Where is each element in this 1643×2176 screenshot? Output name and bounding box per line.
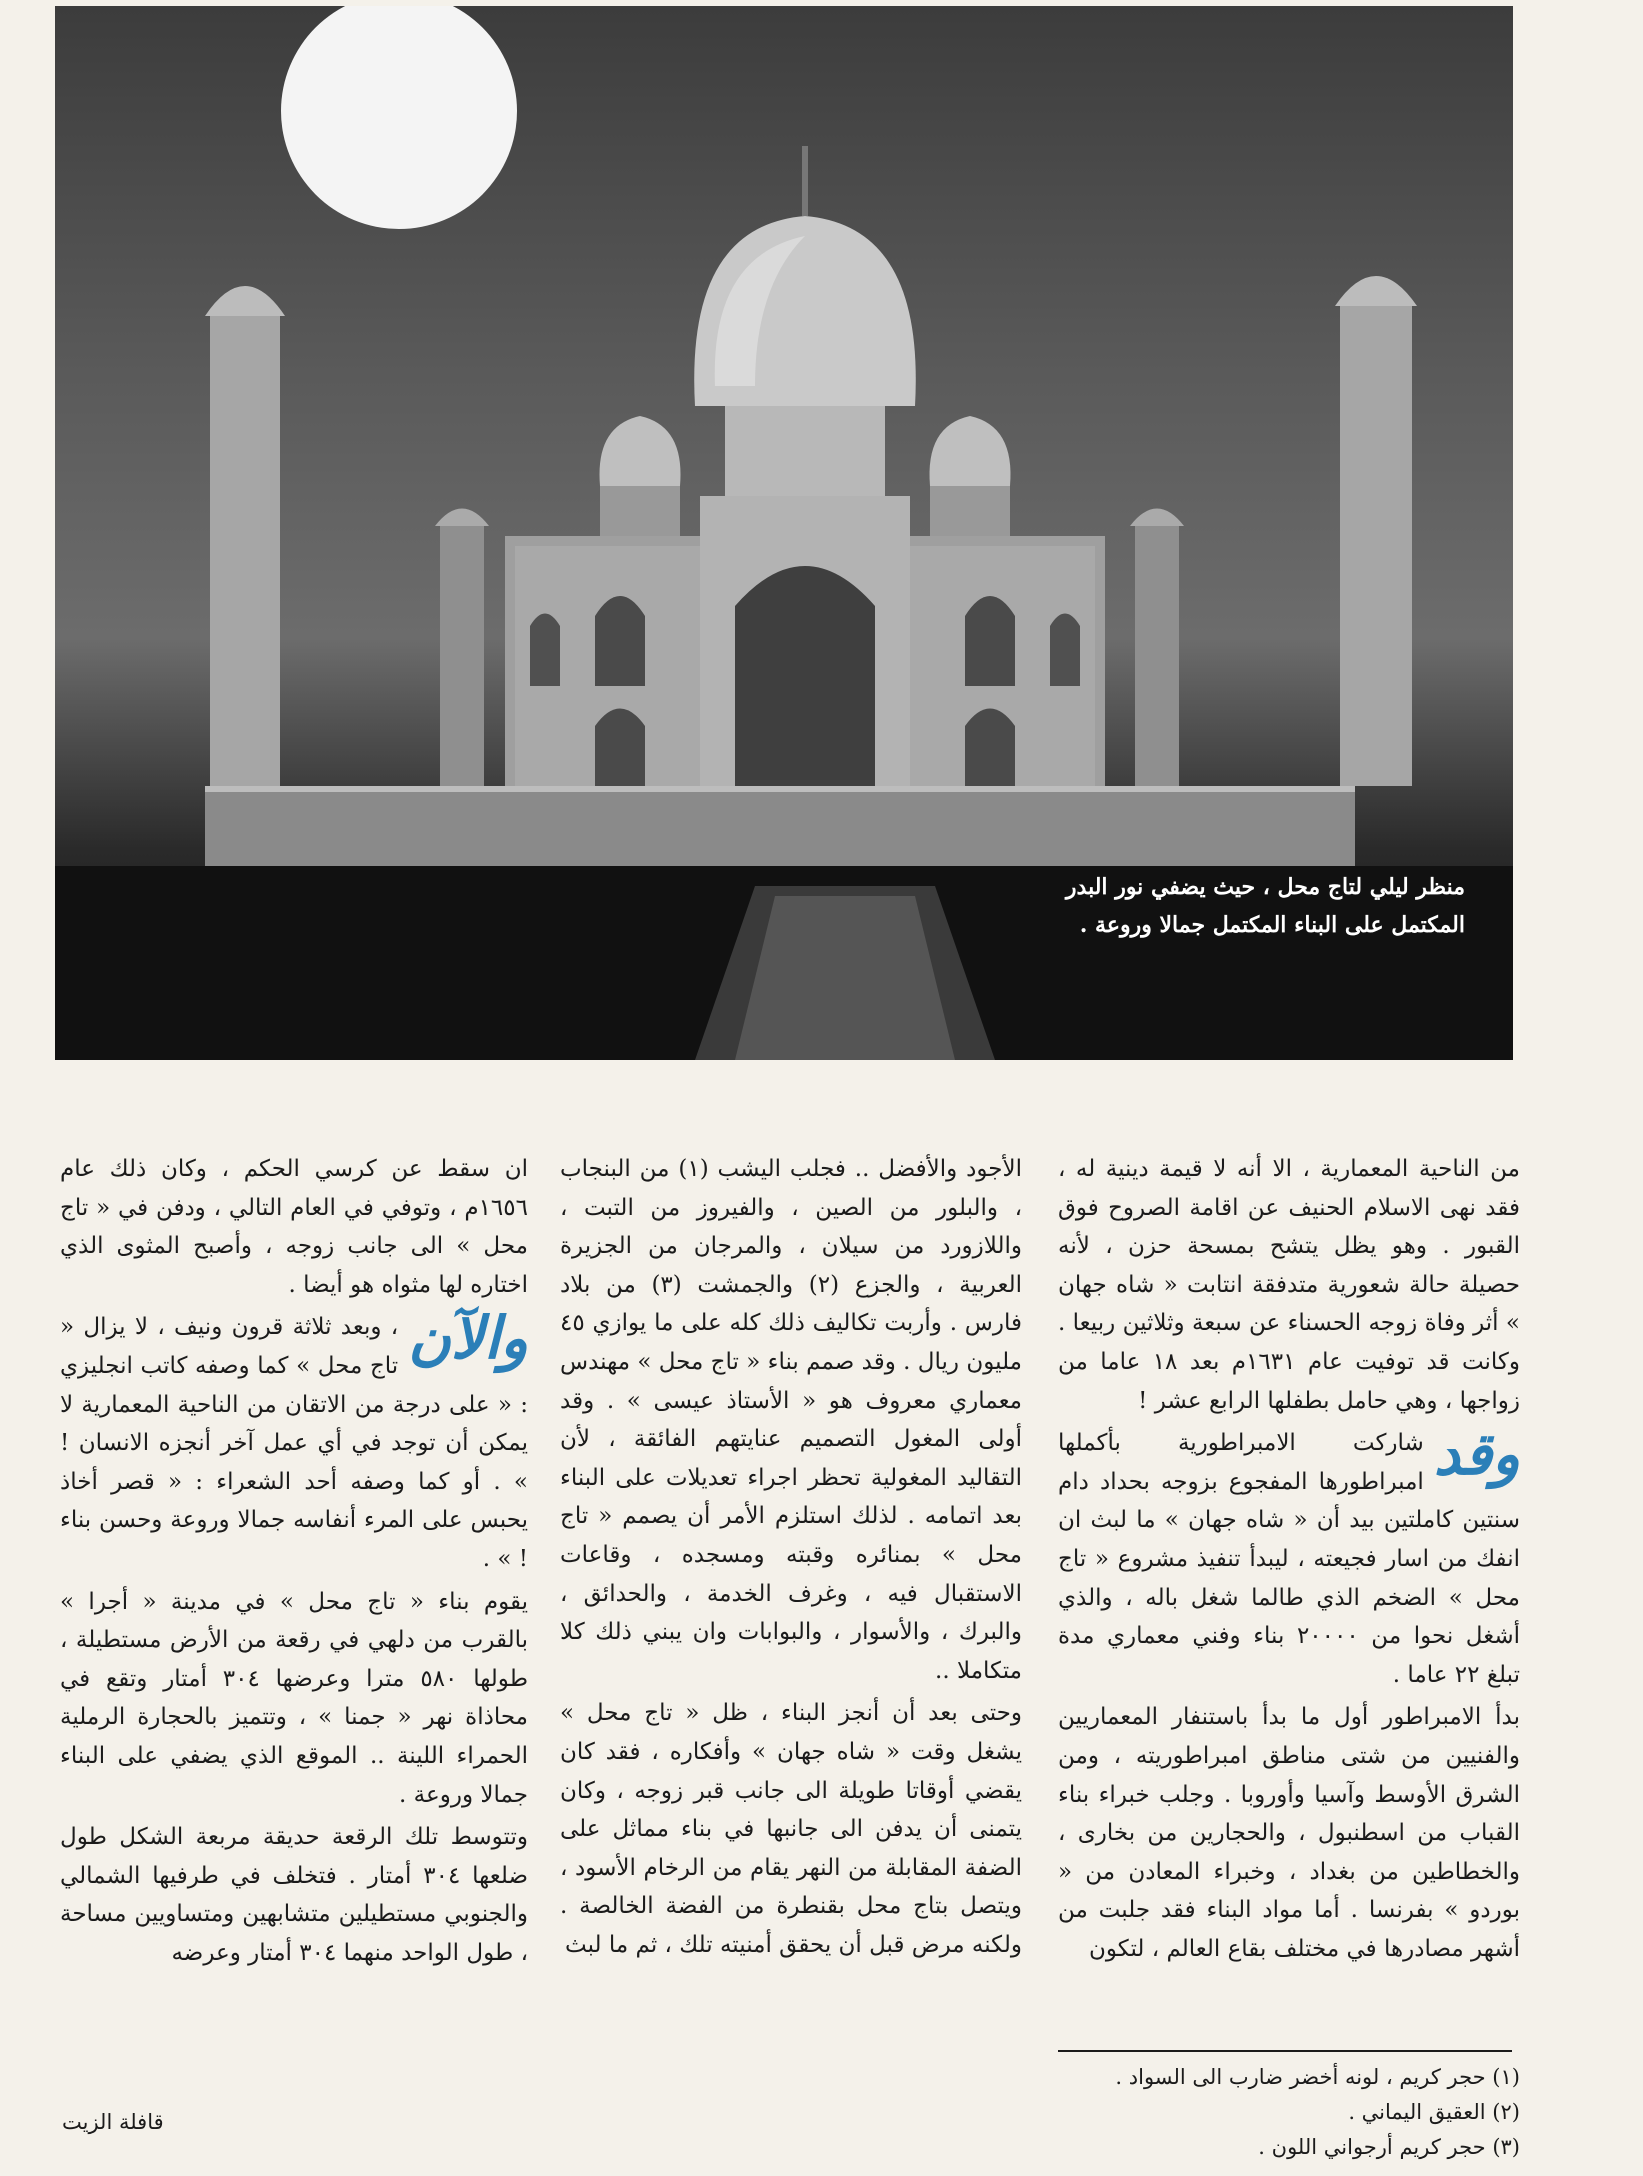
paragraph: وتتوسط تلك الرقعة حديقة مربعة الشكل طول ضلعها ٣٠٤ أمتار . فتخلف في طرفيها الشمالي والجنوبي مستطيلين متشابهين ومتساويين مساحة ، طول الواحد منهما ٣٠٤ أمتار وعرضه: [60, 1824, 528, 1966]
column-middle: [560, 1150, 1022, 1968]
footnote-divider: [1058, 2050, 1512, 2052]
footnote-1: (١) حجر كريم ، لونه أخضر ضارب الى السواد .: [1115, 2065, 1520, 2089]
photo-caption: [945, 868, 1465, 944]
footnote-2: (٢) العقيق اليماني .: [1348, 2100, 1520, 2124]
magazine-name: قافلة الزيت: [62, 2110, 164, 2134]
column-right: [1058, 1150, 1520, 1972]
paragraph-with-dropcap: [1058, 1420, 1520, 1694]
paragraph: بدأ الامبراطور أول ما بدأ باستنفار المعماريين والفنيين من شتى مناطق امبراطوريته ، ومن الشرق الأوسط وآسيا وأوروبا . وجلب خبراء بناء القباب من اسطنبول ، والحجارين من بخارى ، والخطاطين من بغداد ، وخبراء المعادن من « بوردو » بفرنسا . أما مواد البناء فقد جلبت من أشهر مصادرها في مختلف بقاع العالم ، لتكون: [1058, 1704, 1520, 1962]
footnote-3: (٣) حجر كريم أرجواني اللون .: [1258, 2135, 1520, 2159]
moon: [281, 6, 517, 229]
paragraph: وحتى بعد أن أنجز البناء ، ظل « تاج محل » يشغل وقت « شاه جهان » وأفكاره ، فقد كان يقضي أوقاتا طويلة الى جانب قبر زوجه ، وكان يتمنى أن يدفن الى جانبها في بناء مماثل على الضفة المقابلة من النهر يقام من الرخام الأسود ، ويتصل بتاج محل بقنطرة من الفضة الخالصة . ولكنه مرض قبل أن يحقق أمنيته تلك ، ثم ما لبث: [560, 1700, 1022, 1958]
taj-mahal-photo: [55, 6, 1513, 1060]
caption-line-1: منظر ليلي لتاج محل ، حيث يضفي نور البدر: [1065, 874, 1465, 900]
caption-line-2: المكتمل على البناء المكتمل جمالا وروعة .: [1079, 912, 1465, 938]
paragraph: من الناحية المعمارية ، الا أنه لا قيمة دينية له ، فقد نهى الاسلام الحنيف عن اقامة الصروح فوق القبور . وهو يظل يتشح بمسحة حزن ، لأنه حصيلة حالة شعورية متدفقة انتابت « شاه جهان » أثر وفاة زوجه الحسناء عن سبعة وثلاثين ربيعا . وكانت قد توفيت عام ١٦٣١م بعد ١٨ عاما من زواجها ، وهي حامل بطفلها الرابع عشر !: [1058, 1156, 1520, 1414]
dropcap: وقد: [1433, 1420, 1520, 1489]
footnotes: [1058, 2060, 1520, 2165]
paragraph: يقوم بناء « تاج محل » في مدينة « أجرا » بالقرب من دلهي في رقعة من الأرض مستطيلة ، طولها ٥٨٠ مترا وعرضها ٣٠٤ أمتار وتقع في محاذاة نهر « جمنا » ، وتتميز بالحجارة الرملية الحمراء اللينة .. الموقع الذي يضفي على البناء جمالا وروعة .: [60, 1588, 528, 1808]
paragraph: ان سقط عن كرسي الحكم ، وكان ذلك عام ١٦٥٦م ، وتوفي في العام التالي ، ودفن في « تاج محل » الى جانب زوجه ، وأصبح المثوى الذي اختاره لها مثواه هو أيضا .: [60, 1156, 528, 1298]
column-left: [60, 1150, 528, 1976]
paragraph-text: شاركت الامبراطورية بأكملها امبراطورها المفجوع بزوجه بحداد دام سنتين كاملتين بيد أن « شاه جهان » ما لبث ان انفك من اسار فجيعته ، ليبدأ تنفيذ مشروع « تاج محل » الضخم الذي طالما شغل باله ، والذي أشغل نحوا من ٢٠٠٠٠ بناء وفني معماري مدة تبلغ ٢٢ عاما .: [1058, 1430, 1520, 1688]
dropcap: والآن: [408, 1304, 528, 1373]
paragraph: الأجود والأفضل .. فجلب اليشب (١) من البنجاب ، والبلور من الصين ، والفيروز من التبت ، واللازورد من سيلان ، والمرجان من الجزيرة العربية ، والجزع (٢) والجمشت (٣) من بلاد فارس . وأربت تكاليف ذلك كله على ما يوازي ٤٥ مليون ريال . وقد صمم بناء « تاج محل » مهندس معماري معروف هو « الأستاذ عيسى » . وقد أولى المغول التصميم عنايتهم الفائقة ، لأن التقاليد المغولية تحظر اجراء تعديلات على البناء بعد اتمامه . لذلك استلزم الأمر أن يصمم « تاج محل » بمنائره وقبته ومسجده ، وقاعات الاستقبال فيه ، وغرف الخدمة ، والحدائق ، والبرك ، والأسوار ، والبوابات وان يبني ذلك كلا متكاملا ..: [560, 1156, 1022, 1684]
paragraph-with-dropcap: [60, 1304, 528, 1578]
paragraph-text: ، وبعد ثلاثة قرون ونيف ، لا يزال « تاج محل » كما وصفه كاتب انجليزي : « على درجة من الاتقان من الناحية المعمارية لا يمكن أن توجد في أي عمل آخر أنجزه الانسان ! » . أو كما وصفه أحد الشعراء : « قصر أخاذ يحبس على المرء أنفاسه جمالا وروعة وحسن بناء ! » .: [60, 1314, 528, 1572]
